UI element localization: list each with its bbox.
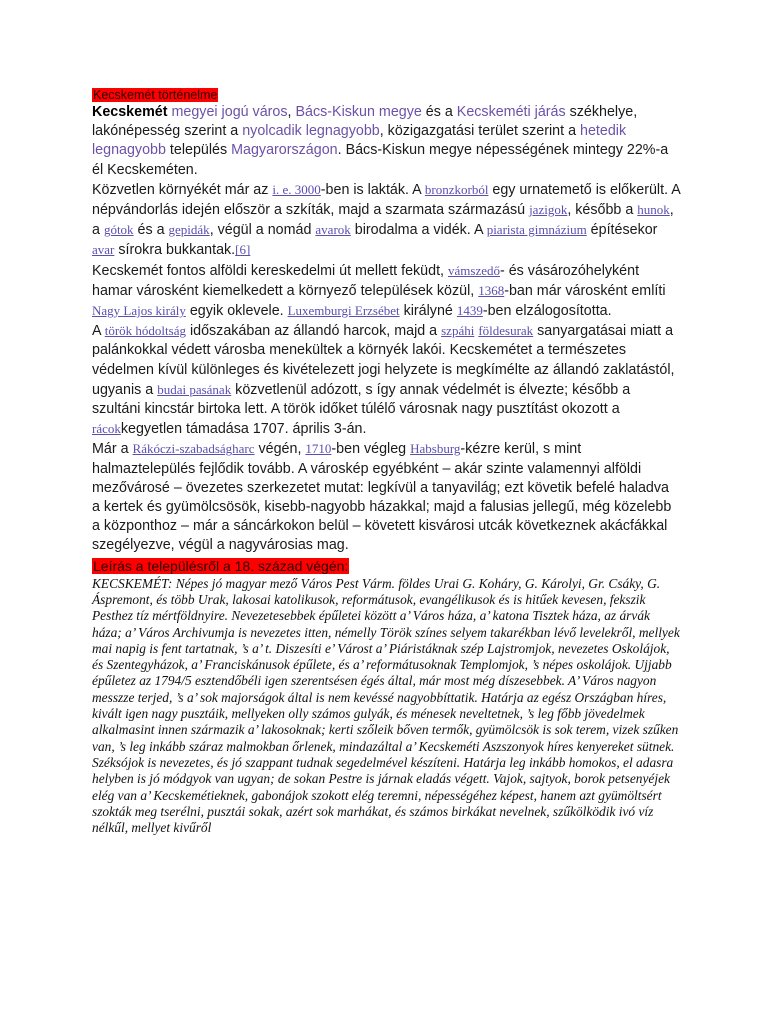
paragraph-prehistory: Közvetlen környékét már az i. e. 3000-ben is lakták. A bronzkorból egy urnatemető is előkerült. A népvándorlás idején először a szkíták, majd a szarmata származású jazigok, később a hunok, a gótok és a gepidák, végül a nomád avarok birodalma a vidék. A piarista gimnázium építésekor avar sírokra bukkantak.[6] [92,181,680,259]
link-rakoczi-szabadsagharc[interactable]: Rákóczi-szabadságharc [132,441,255,457]
link-magyarorszag[interactable]: Magyarországon [231,142,338,159]
section-heading-history: Kecskemét történelme [93,88,218,102]
link-luxemburgi-erzsebet[interactable]: Luxemburgi Erzsébet [287,303,400,319]
link-1368[interactable]: 1368 [478,282,505,298]
paragraph-ottoman-era: A török hódoltság időszakában az állandó harcok, majd a szpáhi földesurak sanyargatásai miatt a palánkokkal védett városba menekültek a környék lakói. Kecskemétet a természetes védelmen kívül különleges és kivételezett jogi helyzete is megkímélte az állandó zaklatástól, ugyanis a budai pasának közvetlenül adózott, s így annak védelmét is élvezte; később a szultáni kincstár birtoka lett. A török időket túlélő városnak nagy pusztítást okozott a rácokkegyetlen támadása 1707. április 3-án. [92,323,675,438]
link-kecskemeti-jaras[interactable]: Kecskeméti járás [456,104,566,120]
link-habsburg[interactable]: Habsburg [410,441,461,457]
link-budai-pasa[interactable]: budai pasának [157,381,232,397]
section-heading-18th-century: Leírás a településről a 18. század végén: [93,557,349,574]
link-bronzkor[interactable]: bronzkorból [424,181,489,197]
link-gepidak[interactable]: gepidák [168,222,210,238]
link-hetedik-legnagyobb[interactable]: hetedik legnagyobb [92,123,627,159]
link-bacs-kiskun-megye[interactable]: Bács-Kiskun megye [295,104,422,120]
document-page [92,84,680,836]
historical-description: KECSKEMÉT: Népes jó magyar mező Város Pest Várm. földes Urai G. Koháry, G. Károlyi, Gr. Csáky, G. Áspremont, és több Urak, lakosai katolikusok, reformátusok, evangélikusok és is hitűek kevesen, fekszik Pesthez tíz mértföldnyire. Nevezetesebbek épűletei között a’ Város háza, a’ katona Tisztek háza, az árvák háza; a’ Város Archivumja is nevezetes itten, némelly Török színes selyem takarékban lévő levelekről, mellyek mai napig is fent tartatnak, ’s a’ t. Diszesíti e’ Várost a’ Piáristáknak szép Lajstromjok, nevezetes Oskolájok, és Szentegyházok, a’ Franciskánusok épűlete, és a’ reformátusoknak Templomjok, ’s népes oskolájok. Ujjabb épűletez az 1794/5 esztendőbéli igen szerentsésen égés által, már most még díszesebbek. A’ Város nagyon messzze terjed, ’s a’ sok majorságok által is nem kevéssé nagyobbíttatik. Határja az egész Országban híres, kivált igen nagy pusztáik, mellyeken olly számos gulyák, és ménesek neveltetnek, ’s leg főbb jövedelmek alkalmasint innen származik a’ lakosoknak; kerti szőleik bőven termők, gyümölcsök is sok terem, vizek szűken van, ’s leg inkább száraz malmokban őrlenek, mindazáltal a’ Kecskeméti Aszszonyok híres kenyereket sütnek. Széksójok is nevezetes, és jó szappant tudnak segedelmével készíteni. Határja leg inkább homokos, el adasra helyben is jó módgyok van ugyan; de sokan Pestre is járnak eladás végett. Vajok, sajtyok, borok petsenyéjek elég van a’ Kecskemétieknek, gabonájok szokott elég teremni, népességéhez képest, hanem azt gyümöltsért szokták meg tserélni, pusztái sokak, azért sok marhákat, és számos birkákat nevelnek, szűkölködik ivó víz nélkűl, mellyet kivűről [92,575,680,836]
paragraph-town-structure: Már a Rákóczi-szabadságharc végén, 1710-ben végleg Habsburg-kézre kerül, s mint halmaztelepülés fejlődik tovább. A városkép egyébként – akár szinte valamennyi alföldi mezővárosé – övezetes szerkezetet mutat: legkívül a tanyavilág; ezt követik befelé haladva a kertek és gyümölcsösök, kisebb-nagyobb házakkal; majd a falusias jellegű, még közelebb a központhoz – már a sáncárkokon belül – követett kisvárosi utcák következnek akácfákkal szegélyezve, végül a nagyvárosias mag. [92,441,672,554]
link-szpahi[interactable]: szpáhi [441,323,475,339]
link-jazigok[interactable]: jazigok [529,202,568,218]
paragraph-medieval: Kecskemét fontos alföldi kereskedelmi út mellett feküdt, vámszedő- és vásározóhelyként hamar városként kiemelkedett a környező települések közül, 1368-ban már városként említi Nagy Lajos király egyik oklevele. Luxemburgi Erzsébet királyné 1439-ben elzálogosította. [92,262,666,320]
link-avarok[interactable]: avarok [315,222,351,238]
link-vamszedo[interactable]: vámszedő [448,262,500,278]
link-1439[interactable]: 1439 [456,303,483,319]
link-gotok[interactable]: gótok [103,222,134,238]
link-avar[interactable]: avar [92,242,115,258]
link-racok[interactable]: rácok [92,421,121,437]
link-nyolcadik-legnagyobb[interactable]: nyolcadik legnagyobb [242,123,380,140]
paragraph-intro: Kecskemét megyei jogú város, Bács-Kiskun megye és a Kecskeméti járás székhelye, lakónépesség szerint a nyolcadik legnagyobb, közigazgatási terület szerint a hetedik legnagyobb település Magyarországon. Bács-Kiskun megye népességének mintegy 22%-a él Kecskeméten. [92,104,669,178]
link-piarista-gimnazium[interactable]: piarista gimnázium [486,222,587,238]
footnote-link-6[interactable]: [6] [235,242,251,258]
link-torok-hodoltsag[interactable]: török hódoltság [104,323,186,339]
link-hunok[interactable]: hunok [637,202,670,218]
link-nagy-lajos-kiraly[interactable]: Nagy Lajos király [92,303,186,319]
link-megyei-jogu-varos[interactable]: megyei jogú város [171,104,288,120]
link-foldesurak[interactable]: földesurak [478,323,534,339]
link-1710[interactable]: 1710 [305,441,332,457]
link-ie-3000[interactable]: i. e. 3000 [272,181,321,197]
city-name: Kecskemét [92,104,168,120]
